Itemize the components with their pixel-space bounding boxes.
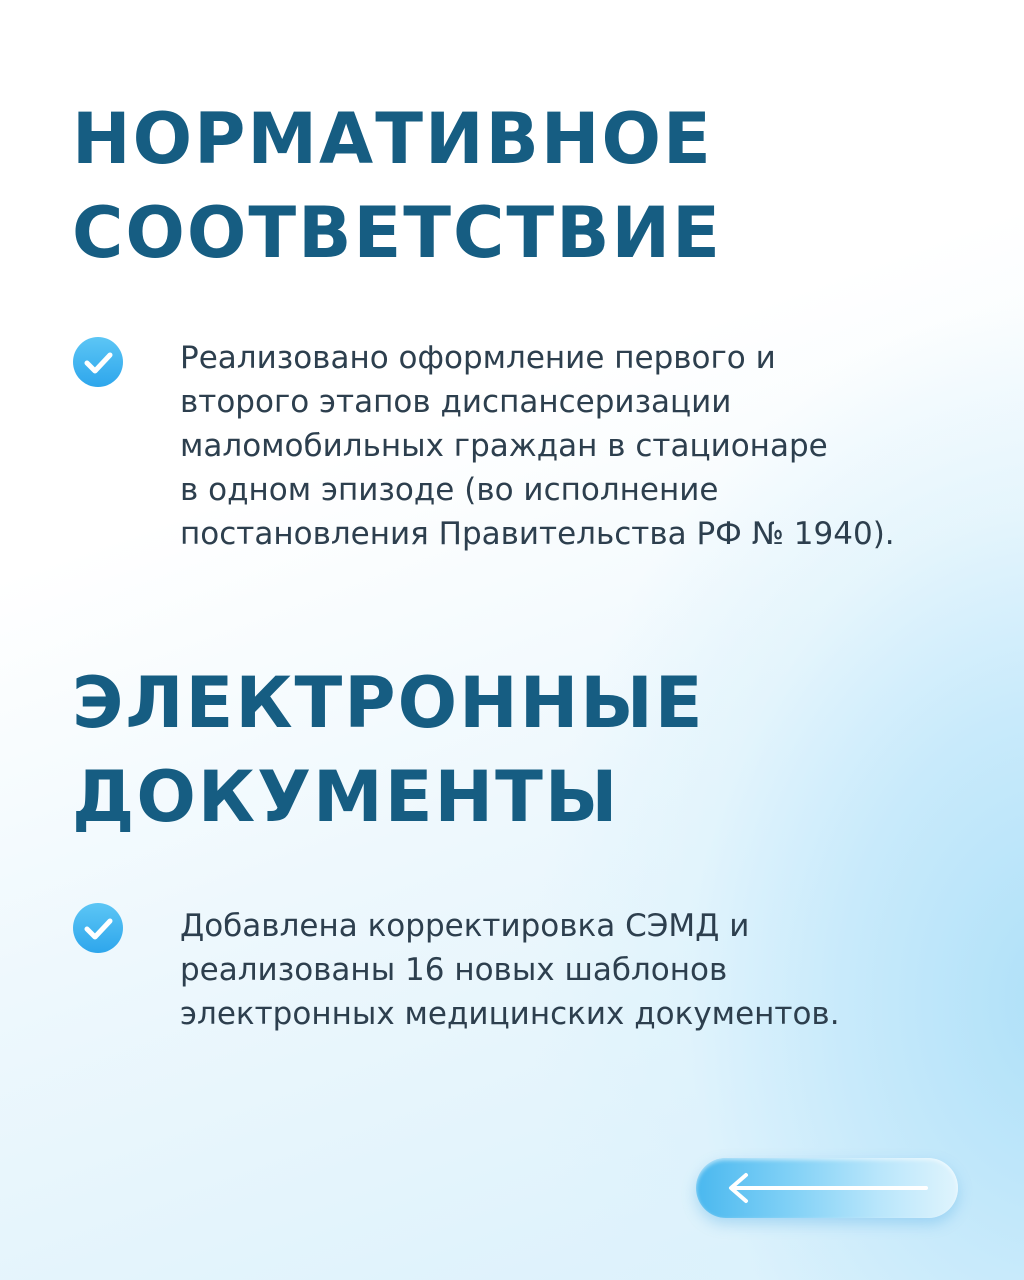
section-heading: ЭЛЕКТРОННЫЕ ДОКУМЕНТЫ (72, 662, 705, 838)
back-button[interactable] (696, 1158, 958, 1218)
section-electronic-documents (72, 656, 984, 1032)
item-text: Добавлена корректировка СЭМД и реализованы 16 новых шаблонов электронных медицинских документов. (180, 908, 840, 1032)
section-regulatory-compliance (72, 92, 984, 552)
section-heading: НОРМАТИВНОЕ СООТВЕТСТВИЕ (72, 98, 722, 274)
item-text: Реализовано оформление первого и второго этапов диспансеризации маломобильных граждан в стационаре в одном эпизоде (во исполнение постановления Правительства РФ № 1940). (180, 340, 895, 552)
check-circle-icon (72, 902, 124, 954)
check-circle-icon (72, 336, 124, 388)
arrow-left-icon (726, 1172, 930, 1204)
